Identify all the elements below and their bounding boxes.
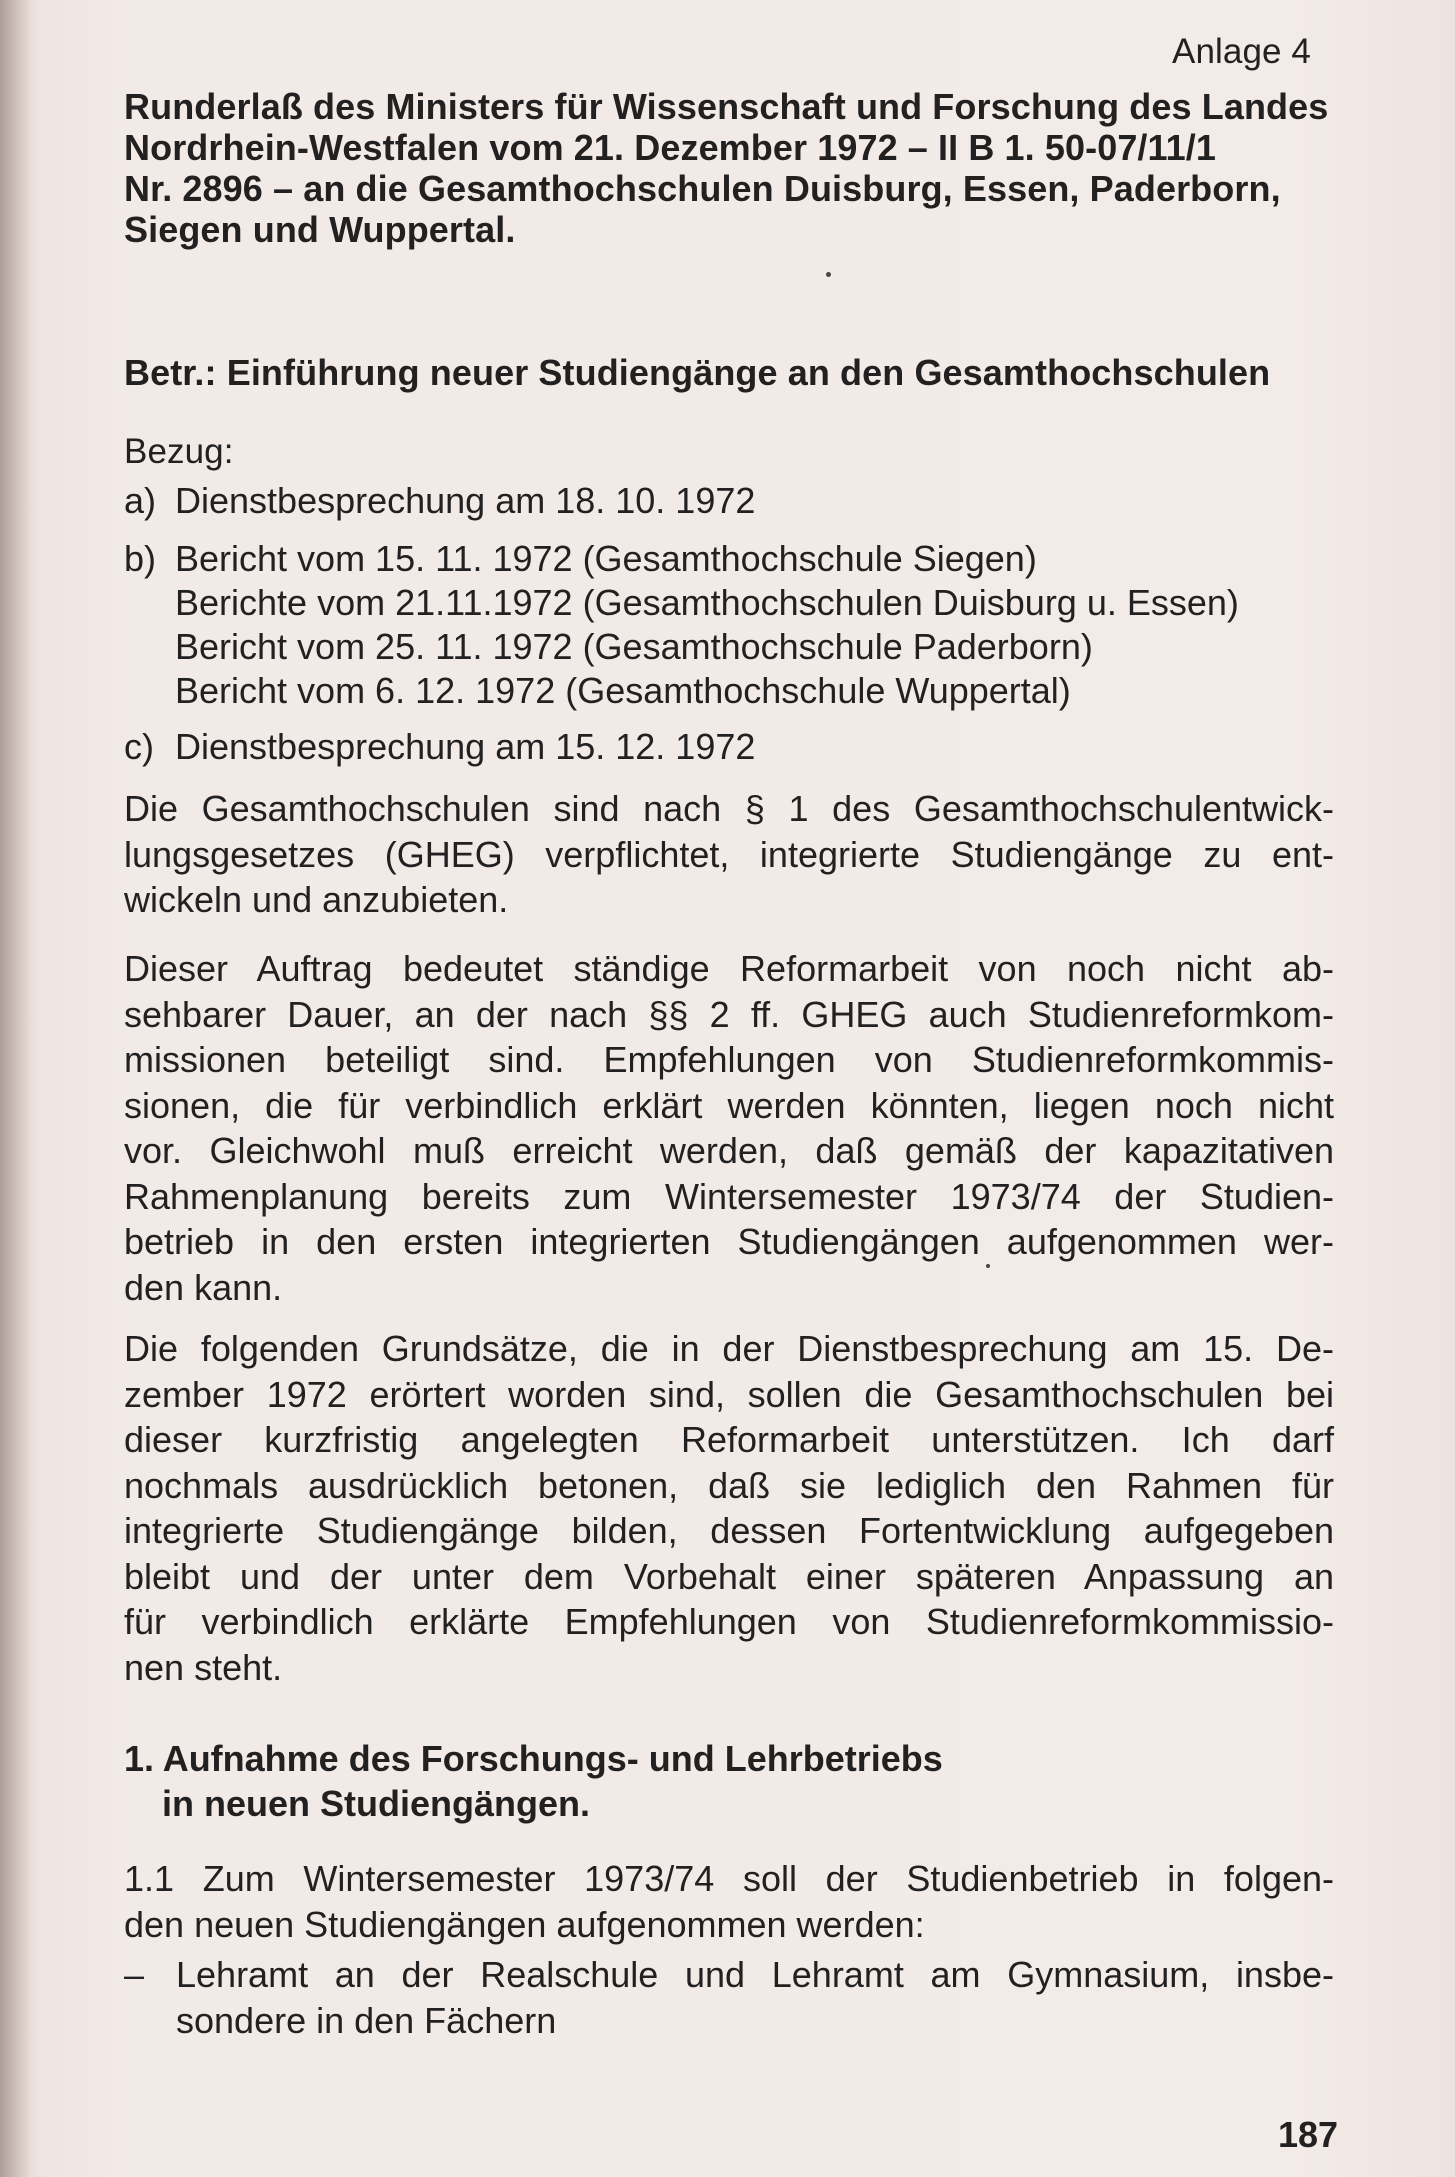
paragraph-line: missionen beteiligt sind. Empfehlungen von Studienreformkommis- xyxy=(124,1039,1334,1080)
paragraph-line: zember 1972 erörtert worden sind, sollen die Gesamthochschulen bei xyxy=(124,1373,1334,1415)
section-paragraph xyxy=(124,1856,1334,1947)
list-item-body xyxy=(176,1952,1334,2043)
paragraph xyxy=(124,786,1334,923)
reference-item: Bericht vom 15. 11. 1972 (Gesamthochschule Siegen) xyxy=(175,538,1037,579)
paragraph-line: nen steht. xyxy=(124,1646,283,1688)
paragraph xyxy=(124,1326,1334,1690)
section-heading-line: in neuen Studiengängen. xyxy=(162,1783,591,1824)
paragraph-line: den kann. xyxy=(124,1266,283,1308)
reference-item: Berichte vom 21.11.1972 (Gesamthochschulen Duisburg u. Essen) xyxy=(175,582,1239,623)
paragraph-line: Dieser Auftrag bedeutet ständige Reformarbeit von noch nicht ab- xyxy=(124,948,1334,989)
paragraph-line: bleibt und der unter dem Vorbehalt einer späteren Anpassung an xyxy=(124,1555,1334,1597)
section-heading xyxy=(124,1736,943,1826)
annex-label: Anlage 4 xyxy=(1172,32,1311,71)
list-item-line: Lehramt an der Realschule und Lehramt am Gymnasium, insbe- xyxy=(176,1954,1334,1995)
book-spine-shadow xyxy=(0,0,30,2177)
page-number: 187 xyxy=(1278,2114,1339,2155)
paragraph-line: den neuen Studiengängen aufgenommen werden: xyxy=(124,1903,925,1945)
reference-item: Dienstbesprechung am 18. 10. 1972 xyxy=(175,480,756,521)
paragraph-line: lungsgesetzes (GHEG) verpflichtet, integrierte Studiengänge zu ent- xyxy=(124,833,1334,875)
speck xyxy=(986,1264,990,1268)
paragraph-line: nochmals ausdrücklich betonen, daß sie lediglich den Rahmen für xyxy=(124,1464,1334,1506)
reference-marker: b) xyxy=(124,538,157,579)
paragraph-line: vor. Gleichwohl muß erreicht werden, daß gemäß der kapazitativen xyxy=(124,1130,1334,1171)
subject-line: Betr.: Einführung neuer Studiengänge an den Gesamthochschulen xyxy=(124,352,1271,393)
paragraph-line: 1.1 Zum Wintersemester 1973/74 soll der Studienbetrieb in folgen- xyxy=(124,1858,1334,1899)
speck xyxy=(826,272,831,277)
list-dash: – xyxy=(124,1954,145,1995)
reference-marker: c) xyxy=(124,726,154,767)
reference-item: Dienstbesprechung am 15. 12. 1972 xyxy=(175,726,756,767)
paragraph-line: sehbarer Dauer, an der nach §§ 2 ff. GHEG auch Studienreformkom- xyxy=(124,993,1334,1035)
reference-item: Bericht vom 6. 12. 1972 (Gesamthochschule Wuppertal) xyxy=(175,670,1071,711)
header-line: Siegen und Wuppertal. xyxy=(124,209,516,250)
paragraph-line: integrierte Studiengänge bilden, dessen Fortentwicklung aufgegeben xyxy=(124,1510,1334,1551)
paragraph-line: dieser kurzfristig angelegten Reformarbeit unterstützen. Ich darf xyxy=(124,1419,1334,1460)
header-line: Runderlaß des Ministers für Wissenschaft und Forschung des Landes xyxy=(124,86,1329,127)
paragraph-line: Rahmenplanung bereits zum Wintersemester 1973/74 der Studien- xyxy=(124,1175,1334,1217)
list-item-line: sondere in den Fächern xyxy=(176,1999,557,2041)
section-heading-line: 1. Aufnahme des Forschungs- und Lehrbetriebs xyxy=(124,1738,943,1779)
paragraph-line: für verbindlich erklärte Empfehlungen von Studienreformkommissio- xyxy=(124,1601,1334,1642)
reference-marker: a) xyxy=(124,480,157,521)
paragraph-line: Die folgenden Grundsätze, die in der Dienstbesprechung am 15. De- xyxy=(124,1328,1334,1369)
paragraph-line: Die Gesamthochschulen sind nach § 1 des Gesamthochschulentwick- xyxy=(124,788,1334,829)
paragraph-line: wickeln und anzubieten. xyxy=(124,879,509,920)
paragraph-line: sionen, die für verbindlich erklärt werden könnten, liegen noch nicht xyxy=(124,1084,1334,1126)
paragraph-line: betrieb in den ersten integrierten Studiengängen aufgenommen wer- xyxy=(124,1221,1334,1262)
reference-label: Bezug: xyxy=(124,432,234,471)
header-line: Nr. 2896 – an die Gesamthochschulen Duisburg, Essen, Paderborn, xyxy=(124,168,1281,209)
reference-item: Bericht vom 25. 11. 1972 (Gesamthochschule Paderborn) xyxy=(175,626,1093,667)
paragraph xyxy=(124,946,1334,1310)
decree-header xyxy=(124,86,1329,250)
header-line: Nordrhein-Westfalen vom 21. Dezember 1972 – II B 1. 50-07/11/1 xyxy=(124,127,1217,168)
